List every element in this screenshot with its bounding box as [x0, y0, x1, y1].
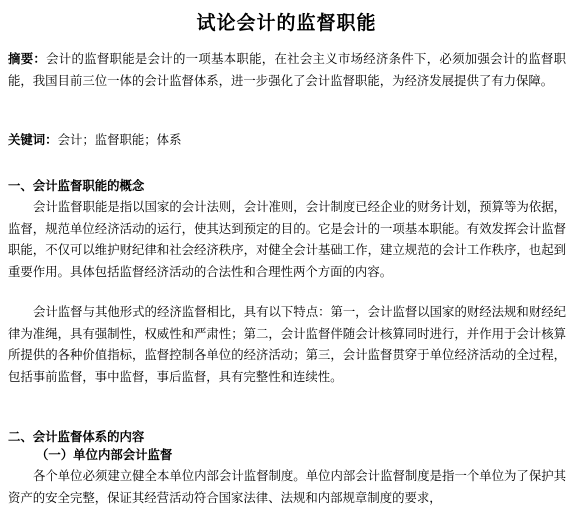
- section-1-paragraph-1: 会计监督职能是指以国家的会计法则，会计准则，会计制度已经企业的财务计划，预算等为依据，监督，规范单位经济活动的运行，使其达到预定的目的。它是会计的一项基本职能。有效发挥会计监督职能，不仅可以维护财纪律和社会经济秩序，对健全会计基础工作，建立规范的会计工作秩序，也起到重要作用。具体包括监督经济活动的合法性和合理性两个方面的内容。: [8, 199, 566, 279]
- abstract-label: 摘要：: [8, 51, 47, 66]
- section-heading-1: 一、会计监督职能的概念: [8, 178, 145, 193]
- subsection-1-paragraph-1: 各个单位必须建立健全本单位内部会计监督制度。单位内部会计监督制度是指一个单位为了保护其资产的安全完整，保证其经营活动符合国家法律、法规和内部规章制度的要求，: [8, 468, 566, 505]
- keywords-line: [8, 129, 566, 151]
- section-1-paragraph-2: 会计监督与其他形式的经济监督相比，具有以下特点：第一，会计监督以国家的财经法规和财经纪律为准绳，具有强制性，权威性和严肃性；第二，会计监督伴随会计核算同时进行，并作用于会计核算所提供的各种价值指标，监督控制各单位的经济活动；第三，会计监督贯穿于单位经济活动的全过程，包括事前监督，事中监督，事后监督，具有完整性和连续性。: [8, 304, 566, 384]
- abstract-text: 会计的监督职能是会计的一项基本职能，在社会主义市场经济条件下，必须加强会计的监督职能，我国目前三位一体的会计监督体系，进一步强化了会计监督职能，为经济发展提供了有力保障。: [8, 51, 567, 88]
- keywords-label: 关键词：: [8, 132, 58, 147]
- keywords-text: 会计；监督职能；体系: [57, 132, 182, 147]
- document-title: 试论会计的监督职能: [196, 12, 377, 34]
- section-heading-2: 二、会计监督体系的内容: [8, 429, 145, 444]
- abstract-paragraph: [8, 48, 566, 91]
- subsection-heading-1: （一）单位内部会计监督: [36, 447, 173, 462]
